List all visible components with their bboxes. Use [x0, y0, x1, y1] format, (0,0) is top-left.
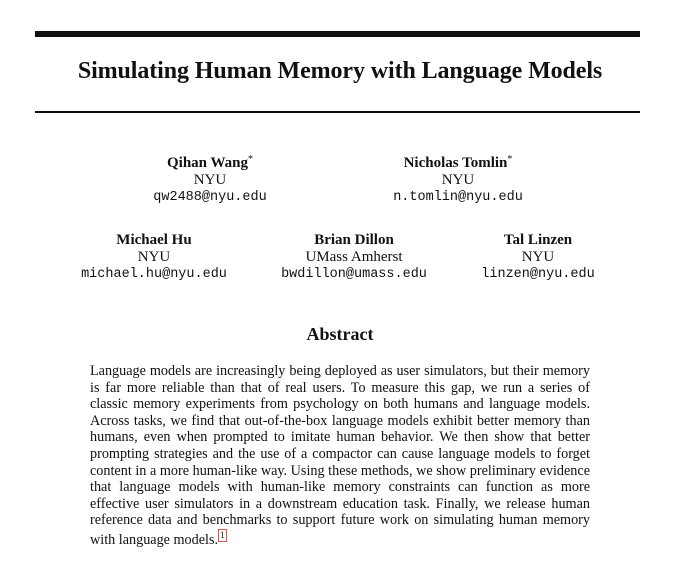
author-block [110, 155, 310, 206]
author-affiliation: UMass Amherst [305, 249, 403, 265]
author-affiliation: NYU [441, 172, 475, 188]
author-block [458, 232, 618, 283]
abstract-body [90, 363, 590, 549]
author-email[interactable]: n.tomlin@nyu.edu [393, 190, 523, 205]
author-block [264, 232, 444, 283]
author-block [64, 232, 244, 283]
top-rule [35, 31, 640, 37]
equal-contribution-mark: * [507, 154, 513, 165]
author-email[interactable]: bwdillon@umass.edu [281, 267, 427, 282]
author-affiliation: NYU [137, 249, 171, 265]
author-email[interactable]: michael.hu@nyu.edu [81, 267, 227, 282]
author-name: Michael Hu [116, 232, 192, 248]
author-email[interactable]: qw2488@nyu.edu [153, 190, 267, 205]
author-name: Qihan Wang* [166, 154, 253, 171]
author-name: Tal Linzen [503, 232, 573, 248]
author-name: Brian Dillon [314, 232, 394, 248]
author-name: Nicholas Tomlin* [403, 154, 513, 171]
title-bottom-rule [35, 111, 640, 113]
author-affiliation: NYU [521, 249, 555, 265]
author-email[interactable]: linzen@nyu.edu [481, 267, 595, 282]
author-block [358, 155, 558, 206]
paper-title: Simulating Human Memory with Language Models [77, 58, 603, 84]
abstract-text: Language models are increasingly being deployed as user simulators, but their memory is far more reliable than that of real users. To measure this gap, we run a series of classic memory experiments from psychology on both humans and language models. Across tasks, we find that out-of-the-box language models exhibit better memory than humans, even when prompted to imitate human behavior. We then show that better prompting strategies and the use of a compactor can cause language models to forget content in a more human-like way. Using these methods, we show preliminary evidence that language models with human-like memory constraints can function as more effective user simulators in a downstream education task. Finally, we release human reference data and benchmarks to support future work on simulating human memory with language models. [90, 363, 590, 548]
abstract-heading: Abstract [306, 324, 374, 344]
author-affiliation: NYU [193, 172, 227, 188]
equal-contribution-mark: * [248, 154, 253, 165]
footnote-link[interactable]: 1 [220, 529, 225, 540]
